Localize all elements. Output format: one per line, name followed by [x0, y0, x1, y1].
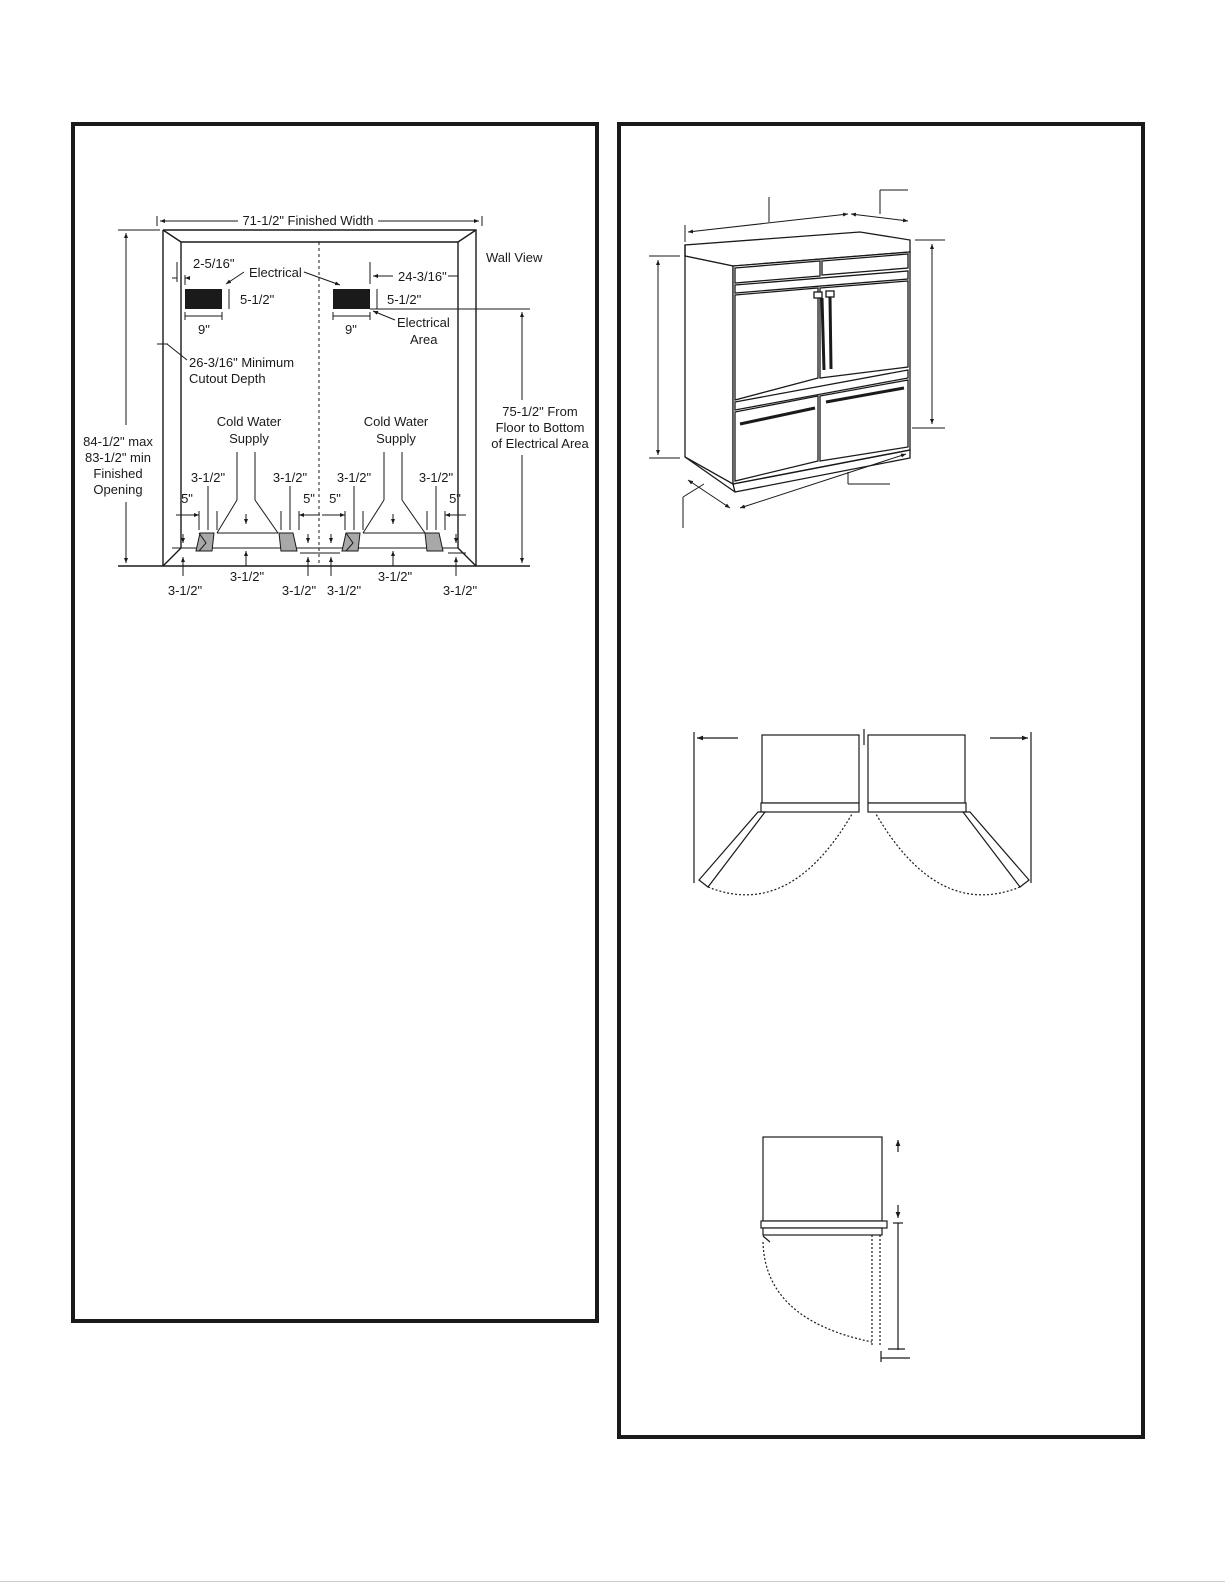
electrical-box-left	[185, 289, 222, 309]
electrical-area-line2: Area	[410, 332, 438, 347]
opening-line3: Finished	[93, 466, 143, 481]
box-height-right-label: 5-1/2"	[387, 292, 422, 307]
electrical-box-right	[333, 289, 370, 309]
opening-line2: 83-1/2" min	[84, 450, 152, 465]
electrical-dimensions	[118, 230, 530, 563]
left-offset-label: 2-5/16"	[193, 256, 235, 271]
floor-gap-right: 3-1/2"	[377, 569, 413, 584]
opening-line1: 84-1/2" max	[83, 434, 153, 449]
floor-dimension-line2: Floor to Bottom	[495, 420, 585, 435]
floor-dimension-line1: 75-1/2" From	[502, 404, 578, 419]
water-left-line2: Supply	[229, 431, 269, 446]
pad-dim-1: 3-1/2"	[190, 470, 226, 485]
bottom-dim-4: 3-1/2"	[442, 583, 478, 598]
water-pad-4	[425, 533, 443, 551]
electrical-label: Electrical	[249, 265, 302, 280]
water-pad-2	[279, 533, 297, 551]
right-offset-label: 24-3/16"	[398, 269, 447, 284]
box-width-left-label: 9"	[198, 322, 210, 337]
box-height-left-label: 5-1/2"	[240, 292, 275, 307]
opening-line4: Opening	[93, 482, 143, 497]
electrical-area-line1: Electrical	[397, 315, 450, 330]
pad-dim-3: 3-1/2"	[336, 470, 372, 485]
bottom-dim-3: 3-1/2"	[326, 583, 362, 598]
pad-dim-4: 3-1/2"	[418, 470, 454, 485]
bottom-dim-1: 3-1/2"	[167, 583, 203, 598]
side-view-door-swing	[761, 1137, 910, 1362]
side-dim-1: 5"	[181, 491, 193, 506]
pad-dim-2: 3-1/2"	[272, 470, 308, 485]
side-dim-2: 5"	[303, 491, 315, 506]
cutout-depth-line1: 26-3/16" Minimum	[189, 355, 295, 370]
water-right-line2: Supply	[376, 431, 416, 446]
box-width-right-label: 9"	[345, 322, 357, 337]
wall-view-diagram	[118, 230, 530, 566]
side-dim-4: 5"	[449, 491, 461, 506]
water-right-line1: Cold Water	[363, 414, 429, 429]
cutout-depth-line2: Cutout Depth	[189, 371, 266, 386]
wall-view-label: Wall View	[486, 250, 543, 265]
water-left-line1: Cold Water	[216, 414, 282, 429]
page-bottom-rule	[0, 1581, 1225, 1582]
finished-width-label: 71-1/2" Finished Width	[242, 213, 374, 228]
floor-gap-left: 3-1/2"	[229, 569, 265, 584]
top-view-french-doors	[694, 729, 1031, 895]
refrigerator-isometric	[685, 232, 910, 492]
water-pad-3	[342, 533, 360, 551]
floor-dimension-line3: of Electrical Area	[491, 436, 589, 451]
side-dim-3: 5"	[329, 491, 341, 506]
bottom-dim-2: 3-1/2"	[281, 583, 317, 598]
